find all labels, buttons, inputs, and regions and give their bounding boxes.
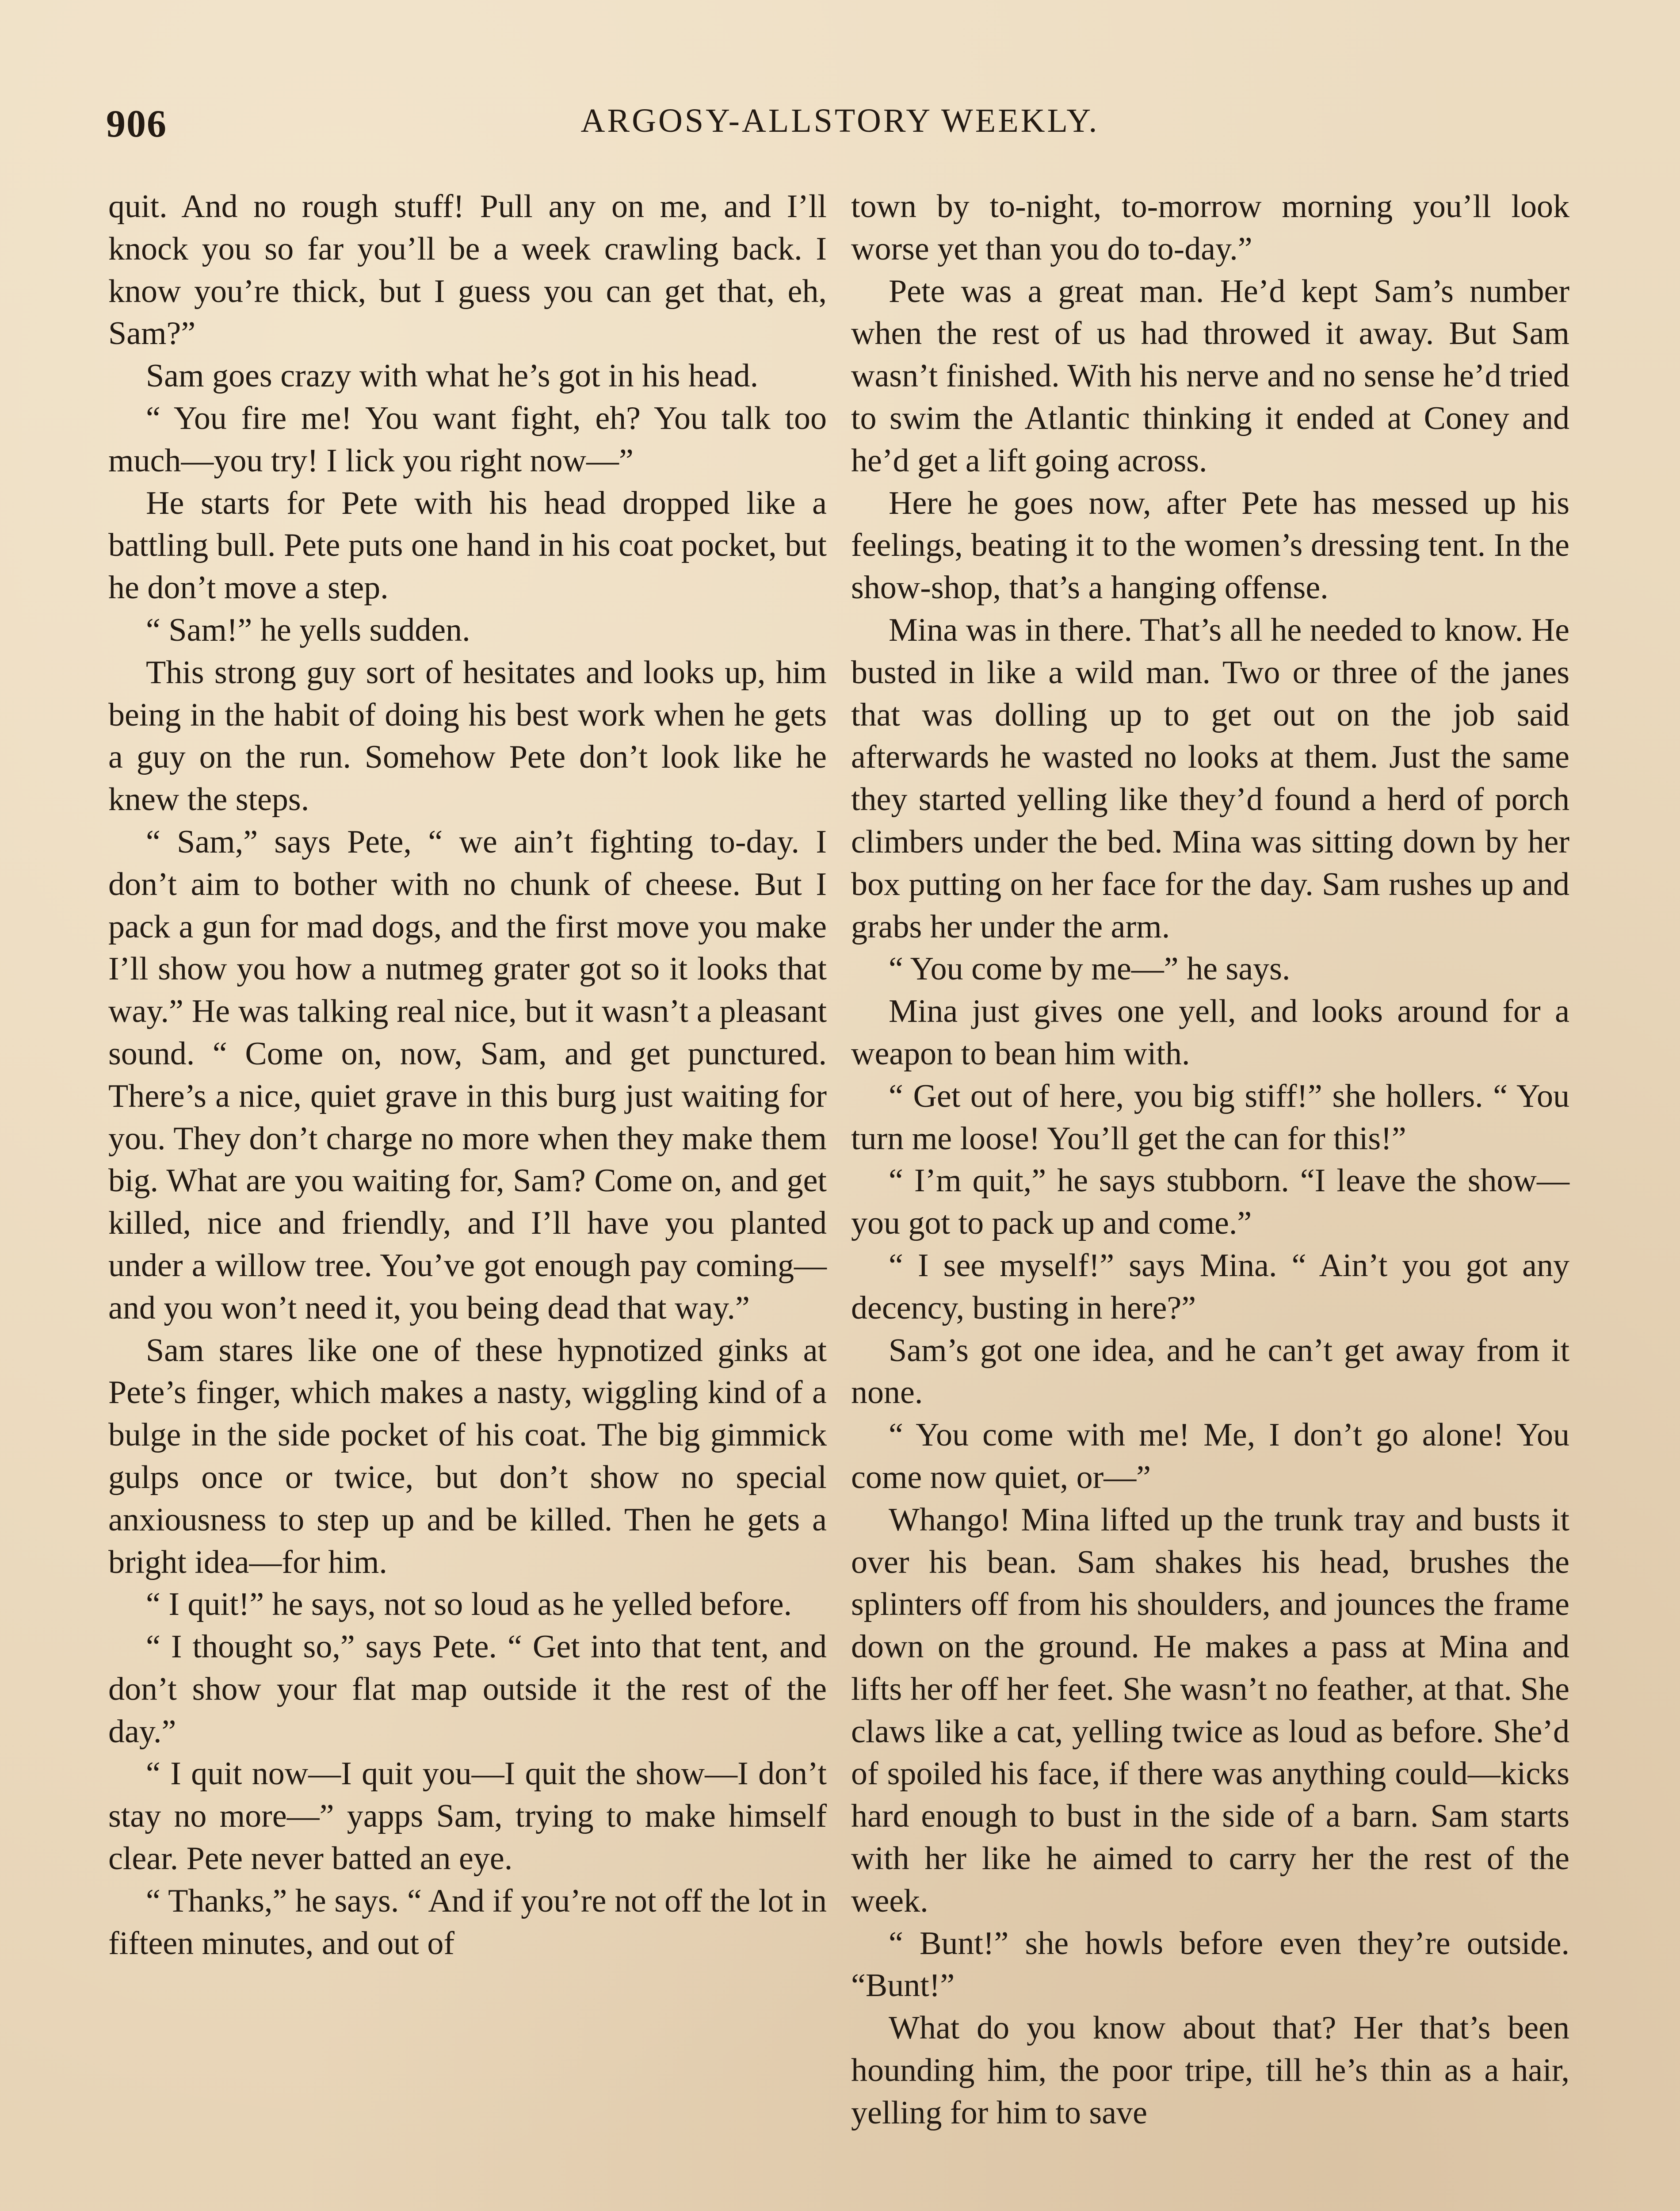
paragraph: “ I quit now—I quit you—I quit the show—I don’t stay no more—” yapps Sam, trying to make himself clear. Pete never batted an eye. xyxy=(108,1756,827,1877)
paragraph: “ I’m quit,” he says stubborn. “I leave the show—you got to pack up and come.” xyxy=(851,1163,1569,1242)
left-column xyxy=(108,186,827,1965)
paragraph: Sam stares like one of these hypnotized ginks at Pete’s finger, which makes a nasty, wiggling kind of a bulge in the side pocket of his coat. The big gimmick gulps once or twice, but don’t show no special anxiousness to step up and be killed. Then he gets a bright idea—for him. xyxy=(108,1332,827,1580)
paragraph: “ Sam!” he yells sudden. xyxy=(146,612,470,648)
page-header xyxy=(106,102,1574,150)
paragraph: “ Thanks,” he says. “ And if you’re not off the lot in fifteen minutes, and out of xyxy=(108,1882,827,1962)
paragraph: He starts for Pete with his head dropped like a battling bull. Pete puts one hand in his coat pocket, but he don’t move a step. xyxy=(108,485,827,606)
paragraph: “ I thought so,” says Pete. “ Get into that tent, and don’t show your flat map outside it the rest of the day.” xyxy=(108,1629,827,1750)
paragraph: Mina just gives one yell, and looks around for a weapon to bean him with. xyxy=(851,993,1569,1072)
paragraph: “ Get out of here, you big stiff!” she hollers. “ You turn me loose! You’ll get the can for this!” xyxy=(851,1078,1569,1157)
paragraph: This strong guy sort of hesitates and looks up, him being in the habit of doing his best work when he gets a guy on the run. Somehow Pete don’t look like he knew the steps. xyxy=(108,654,827,818)
paragraph: “ I see myself!” says Mina. “ Ain’t you got any decency, busting in here?” xyxy=(851,1247,1569,1326)
right-column xyxy=(851,186,1569,2134)
paragraph: Sam’s got one idea, and he can’t get away from it none. xyxy=(851,1332,1569,1411)
paragraph: Here he goes now, after Pete has messed up his feelings, beating it to the women’s dressing tent. In the show-shop, that’s a hanging offense. xyxy=(851,485,1569,606)
running-head: ARGOSY-ALLSTORY WEEKLY. xyxy=(580,102,1100,139)
paragraph: What do you know about that? Her that’s been hounding him, the poor tripe, till he’s thin as a hair, yelling for him to save xyxy=(851,2010,1569,2131)
paragraph: Sam goes crazy with what he’s got in his head. xyxy=(146,358,759,394)
paragraph: Pete was a great man. He’d kept Sam’s number when the rest of us had throwed it away. But Sam wasn’t finished. With his nerve and no sense he’d tried to swim the Atlantic thinking it ended at Coney and he’d get a lift going across. xyxy=(851,273,1569,479)
paragraph: quit. And no rough stuff! Pull any on me, and I’ll knock you so far you’ll be a week crawling back. I know you’re thick, but I guess you can get that, eh, Sam?” xyxy=(108,188,827,352)
paragraph: town by to-night, to-morrow morning you’ll look worse yet than you do to-day.” xyxy=(851,188,1569,267)
paragraph: “ I quit!” he says, not so loud as he yelled before. xyxy=(146,1586,792,1623)
page-number: 906 xyxy=(106,103,167,145)
paragraph: “ Sam,” says Pete, “ we ain’t fighting to-day. I don’t aim to bother with no chunk of cheese. But I pack a gun for mad dogs, and the first move you make I’ll show you how a nutmeg grater got so it looks that way.” He was talking real nice, but it wasn’t a pleasant sound. “ Come on, now, Sam, and get punctured. There’s a nice, quiet grave in this burg just waiting for you. They don’t charge no more when they make them big. What are you waiting for, Sam? Come on, and get killed, nice and friendly, and I’ll have you planted under a willow tree. You’ve got enough pay coming—and you won’t need it, you being dead that way.” xyxy=(108,823,827,1326)
paragraph: “ You come by me—” he says. xyxy=(889,951,1291,987)
paragraph: Whango! Mina lifted up the trunk tray and busts it over his bean. Sam shakes his head, brushes the splinters off from his shoulders, and jounces the frame down on the ground. He makes a pass at Mina and lifts her off her feet. She wasn’t no feather, at that. She claws like a cat, yelling twice as loud as before. She’d of spoiled his face, if there was anything could—kicks hard enough to bust in the side of a barn. Sam starts with her like he aimed to carry her the rest of the week. xyxy=(851,1501,1569,1919)
paragraph: Mina was in there. That’s all he needed to know. He busted in like a wild man. Two or three of the janes that was dolling up to get out on the job said afterwards he wasted no looks at them. Just the same they started yelling like they’d found a herd of porch climbers under the bed. Mina was sitting down by her box putting on her face for the day. Sam rushes up and grabs her under the arm. xyxy=(851,612,1569,945)
paragraph: “ You come with me! Me, I don’t go alone! You come now quiet, or—” xyxy=(851,1417,1569,1496)
paragraph: “ You fire me! You want fight, eh? You talk too much—you try! I lick you right now—” xyxy=(108,400,827,479)
paragraph: “ Bunt!” she howls before even they’re outside. “Bunt!” xyxy=(851,1925,1569,2004)
